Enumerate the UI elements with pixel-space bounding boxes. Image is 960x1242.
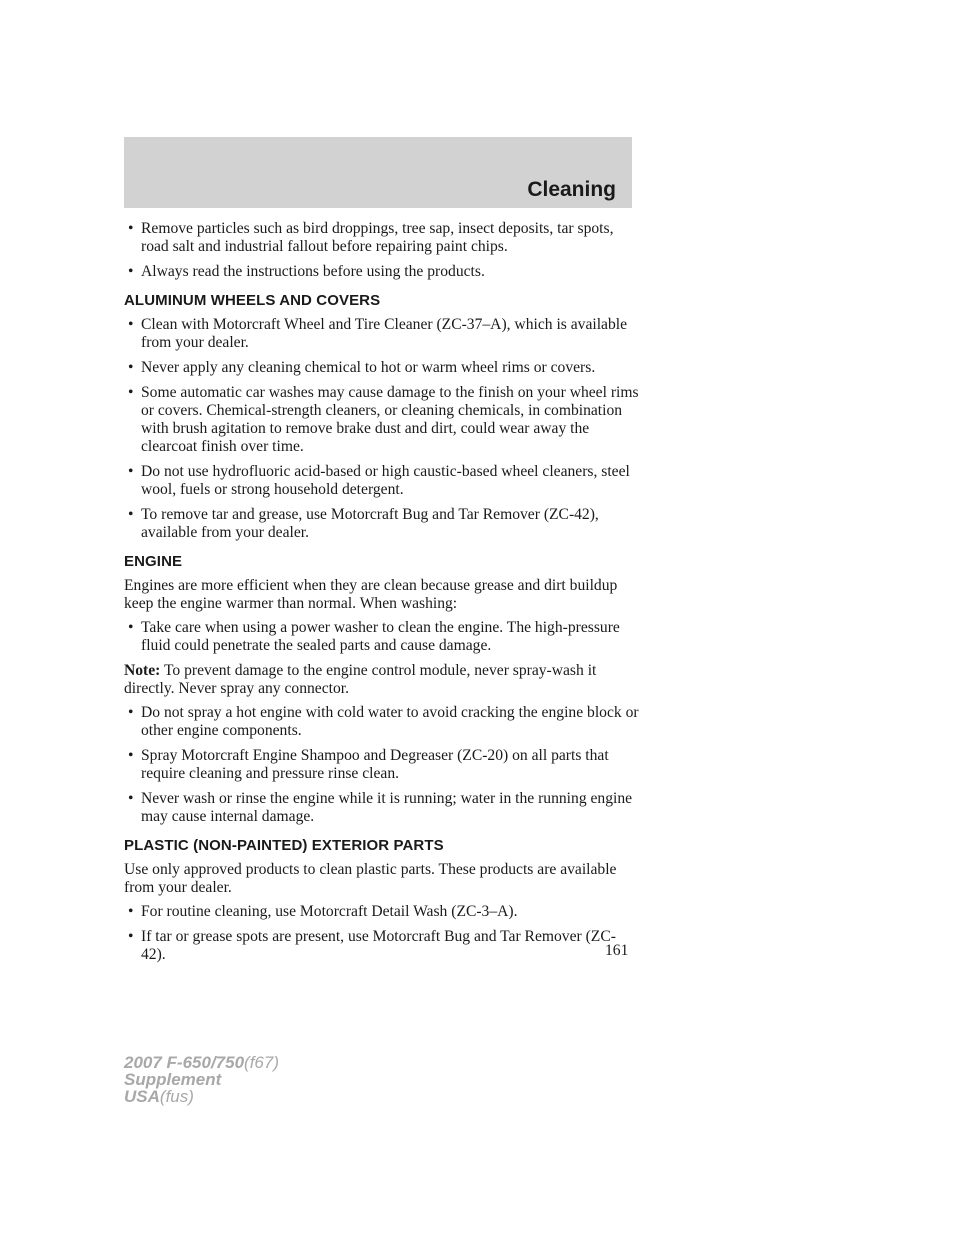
list-item-text: Clean with Motorcraft Wheel and Tire Cleaner (ZC-37–A), which is available from your dealer. <box>141 316 628 351</box>
footer-line-supplement: Supplement <box>124 1070 222 1089</box>
list-item-text: Do not use hydrofluoric acid-based or high caustic-based wheel cleaners, steel wool, fuels or strong household detergent. <box>141 463 630 498</box>
footer-market-code: (fus) <box>159 1087 194 1106</box>
bullet-icon: • <box>128 463 134 480</box>
bullet-icon: • <box>128 384 134 401</box>
list-item <box>124 790 640 826</box>
list-item-text: Do not spray a hot engine with cold water to avoid cracking the engine block or other engine components. <box>141 704 639 739</box>
list-item <box>124 704 640 740</box>
bullet-icon: • <box>128 263 134 280</box>
list-item-text: Always read the instructions before using the products. <box>141 263 485 280</box>
footer-edition <box>124 1054 279 1105</box>
list-item <box>124 220 640 256</box>
heading-engine: ENGINE <box>124 553 183 570</box>
bullet-icon: • <box>128 619 134 636</box>
heading-aluminum-wheels: ALUMINUM WHEELS AND COVERS <box>124 292 381 309</box>
bullet-icon: • <box>128 359 134 376</box>
section-header-band <box>124 137 632 208</box>
list-item <box>124 359 640 377</box>
list-item <box>124 384 640 456</box>
list-item-text: Never wash or rinse the engine while it is running; water in the running engine may cause internal damage. <box>141 790 633 825</box>
bullet-icon: • <box>128 506 134 523</box>
list-item-text: Spray Motorcraft Engine Shampoo and Degreaser (ZC-20) on all parts that require cleaning and pressure rinse clean. <box>141 747 609 782</box>
footer-market: USA <box>124 1087 160 1106</box>
list-item <box>124 506 640 542</box>
list-item-text: For routine cleaning, use Motorcraft Detail Wash (ZC-3–A). <box>141 903 518 920</box>
list-item <box>124 903 640 921</box>
plastic-intro: Use only approved products to clean plastic parts. These products are available from your dealer. <box>124 861 617 896</box>
footer-model: 2007 F-650/750 <box>124 1053 245 1072</box>
footer-line-model <box>124 1054 279 1071</box>
list-item-text: Take care when using a power washer to clean the engine. The high-pressure fluid could penetrate the sealed parts and cause damage. <box>141 619 620 654</box>
bullet-icon: • <box>128 903 134 920</box>
list-item <box>124 463 640 499</box>
bullet-icon: • <box>128 747 134 764</box>
list-item-text: Never apply any cleaning chemical to hot or warm wheel rims or covers. <box>141 359 596 376</box>
bullet-icon: • <box>128 316 134 333</box>
page-content <box>124 220 640 971</box>
engine-intro: Engines are more efficient when they are clean because grease and dirt buildup keep the engine warmer than normal. When washing: <box>124 577 618 612</box>
list-item-text: Remove particles such as bird droppings, tree sap, insect deposits, tar spots, road salt and industrial fallout before repairing paint chips. <box>141 220 614 255</box>
list-item-text: If tar or grease spots are present, use Motorcraft Bug and Tar Remover (ZC-42). <box>141 928 616 963</box>
list-item <box>124 263 640 281</box>
footer-line-market <box>124 1088 279 1105</box>
footer-model-code: (f67) <box>244 1053 280 1072</box>
heading-plastic-parts: PLASTIC (NON-PAINTED) EXTERIOR PARTS <box>124 837 444 854</box>
bullet-icon: • <box>128 220 134 237</box>
note-label: Note: <box>124 662 161 679</box>
note-text: To prevent damage to the engine control module, never spray-wash it directly. Never spray any connector. <box>124 662 597 697</box>
list-item <box>124 747 640 783</box>
bullet-icon: • <box>128 928 134 945</box>
engine-note <box>124 662 640 698</box>
page-number: 161 <box>605 942 629 959</box>
bullet-icon: • <box>128 704 134 721</box>
section-title: Cleaning <box>527 178 616 201</box>
list-item <box>124 619 640 655</box>
bullet-icon: • <box>128 790 134 807</box>
list-item <box>124 316 640 352</box>
list-item-text: Some automatic car washes may cause damage to the finish on your wheel rims or covers. Chemical-strength cleaners, or cleaning chemicals, in combination with brush agitation to remove brake dust and dirt, could wear away the clearcoat finish over time. <box>141 384 639 455</box>
list-item-text: To remove tar and grease, use Motorcraft Bug and Tar Remover (ZC-42), available from your dealer. <box>141 506 599 541</box>
list-item <box>124 928 640 964</box>
